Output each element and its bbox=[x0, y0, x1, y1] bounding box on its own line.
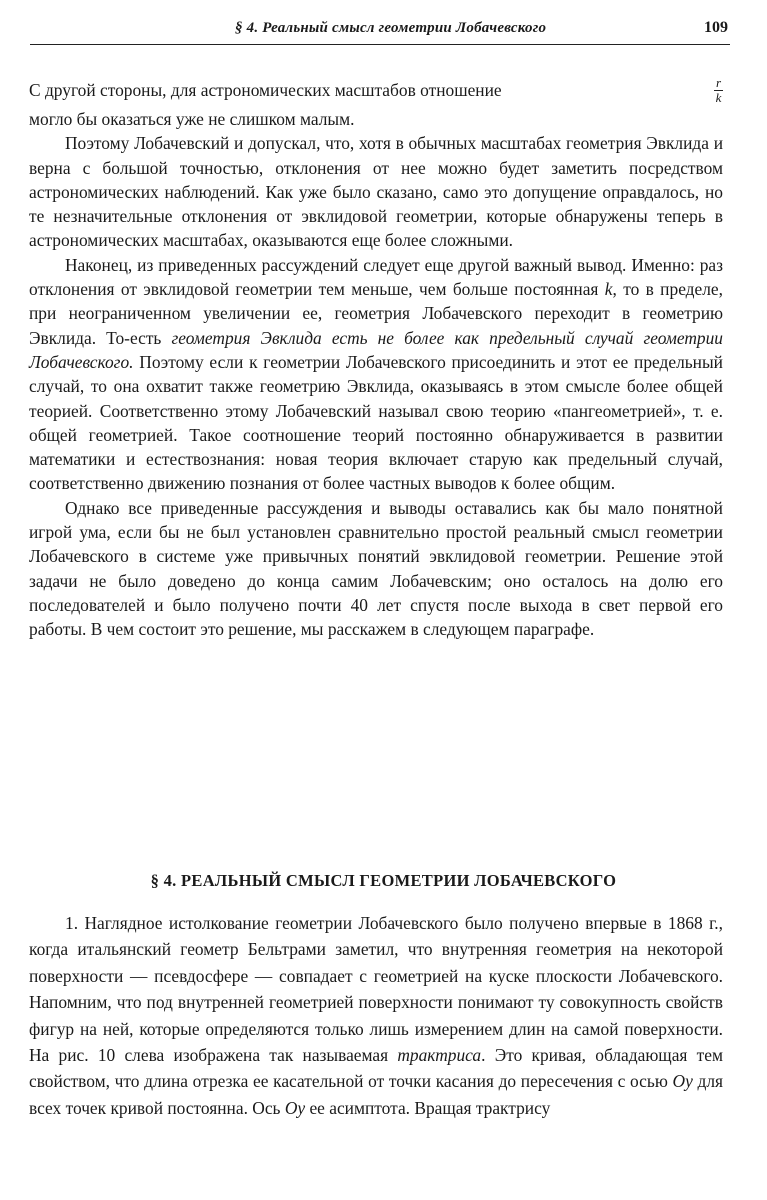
section-paragraph-part-d: ее асимптота. Вращая трактрису bbox=[305, 1097, 551, 1118]
paragraph-1: Поэтому Лобачевский и допускал, что, хотя в обычных масштабах геометрия Эвклида и верна с большой точностью, отклонения от нее можно будет заметить посредством астрономических наблюдений. Как уже было сказано, само это допущение оправдалось, но те незначительные отклонения от эвклидовой геометрии, которые обнаружены теперь в астрономических масштабах, оказываются еще более сложными. bbox=[29, 133, 723, 251]
axis-oy-2: Oy bbox=[284, 1097, 306, 1118]
variable-k: k bbox=[604, 279, 613, 300]
paragraph-0-first-line bbox=[29, 74, 723, 107]
running-head: § 4. Реальный смысл геометрии Лобачевского bbox=[235, 20, 547, 36]
section-paragraph-number: 1. bbox=[65, 913, 79, 933]
section-paragraph-1 bbox=[29, 910, 723, 1121]
page-number: 109 bbox=[704, 19, 728, 36]
paragraph-2-part-a: Наконец, из приведенных рассуждений следует еще другой важный вывод. Именно: раз отклонения от эвклидовой геометрии тем меньше, чем больше постоянная bbox=[29, 254, 723, 300]
paragraph-2-emphasis: геометрия Эвклида есть не более как предельный случай геометрии Лобачевского. bbox=[29, 327, 723, 372]
section-paragraph-part-b: . Это кривая, обладающая тем свойством, что длина отрезка ее касательной от точки касания до пересечения с осью bbox=[29, 1045, 723, 1092]
axis-oy-1: Oy bbox=[672, 1071, 693, 1092]
paragraph-0-continuation: могло бы оказаться уже не слишком малым. bbox=[29, 109, 355, 129]
section-heading: § 4. РЕАЛЬНЫЙ СМЫСЛ ГЕОМЕТРИИ ЛОБАЧЕВСКОГО bbox=[150, 871, 617, 890]
page-header bbox=[30, 18, 730, 45]
term-tractrix: трактриса bbox=[397, 1045, 482, 1066]
fraction-r-over-k bbox=[714, 77, 723, 104]
paragraph-2 bbox=[29, 253, 723, 496]
section-text bbox=[29, 910, 723, 1121]
main-text bbox=[29, 74, 723, 642]
paragraph-0-line1-text: С другой стороны, для астрономических масштабов отношение bbox=[29, 80, 502, 101]
paragraph-2-part-c: Поэтому если к геометрии Лобачевского присоединить и этот ее предельный случай, то она охватит также геометрию Эвклида, оказываясь в этом смысле более общей теорией. Соответственно этому Лобачевский называл свою теорию «пангеометрией», т. е. общей геометрией. Такое соотношение теорий постоянно обнаруживается в развитии математики и естествознания: новая теория включает старую как предельный случай, соответственно движению познания от более частных выводов к более общим. bbox=[29, 351, 723, 494]
paragraph-2-part-b: , то в пределе, при неограниченном увеличении ее, геометрия Лобачевского переходит в геометрию Эвклида. То-есть bbox=[29, 279, 723, 348]
fraction-denominator: k bbox=[715, 90, 722, 105]
fraction-numerator: r bbox=[715, 75, 721, 90]
section-paragraph-part-c: для всех точек кривой постоянна. Ось bbox=[29, 1071, 724, 1118]
paragraph-3: Однако все приведенные рассуждения и выводы оставались как бы мало понятной игрой ума, если бы не был установлен сравнительно простой реальный смысл геометрии Лобачевского в системе уже привычных понятий эвклидовой геометрии. Решение этой задачи не было доведено до конца самим Лобачевским; оно осталось на долю его последователей и было получено почти 40 лет спустя после выхода в свет первой его работы. В чем состоит это решение, мы расскажем в следующем параграфе. bbox=[29, 497, 723, 640]
section-paragraph-part-a: Наглядное истолкование геометрии Лобачевского было получено впервые в 1868 г., когда итальянский геометр Бельтрами заметил, что внутренняя геометрия на некоторой поверхности — псевдосфере — совпадает с геометрией на куске плоскости Лобачевского. Напомним, что под внутренней геометрией поверхности понимают ту совокупность свойств фигур на ней, которые определяются только лишь измерением длин на самой поверхности. На рис. 10 слева изображена так называемая bbox=[29, 913, 723, 1066]
